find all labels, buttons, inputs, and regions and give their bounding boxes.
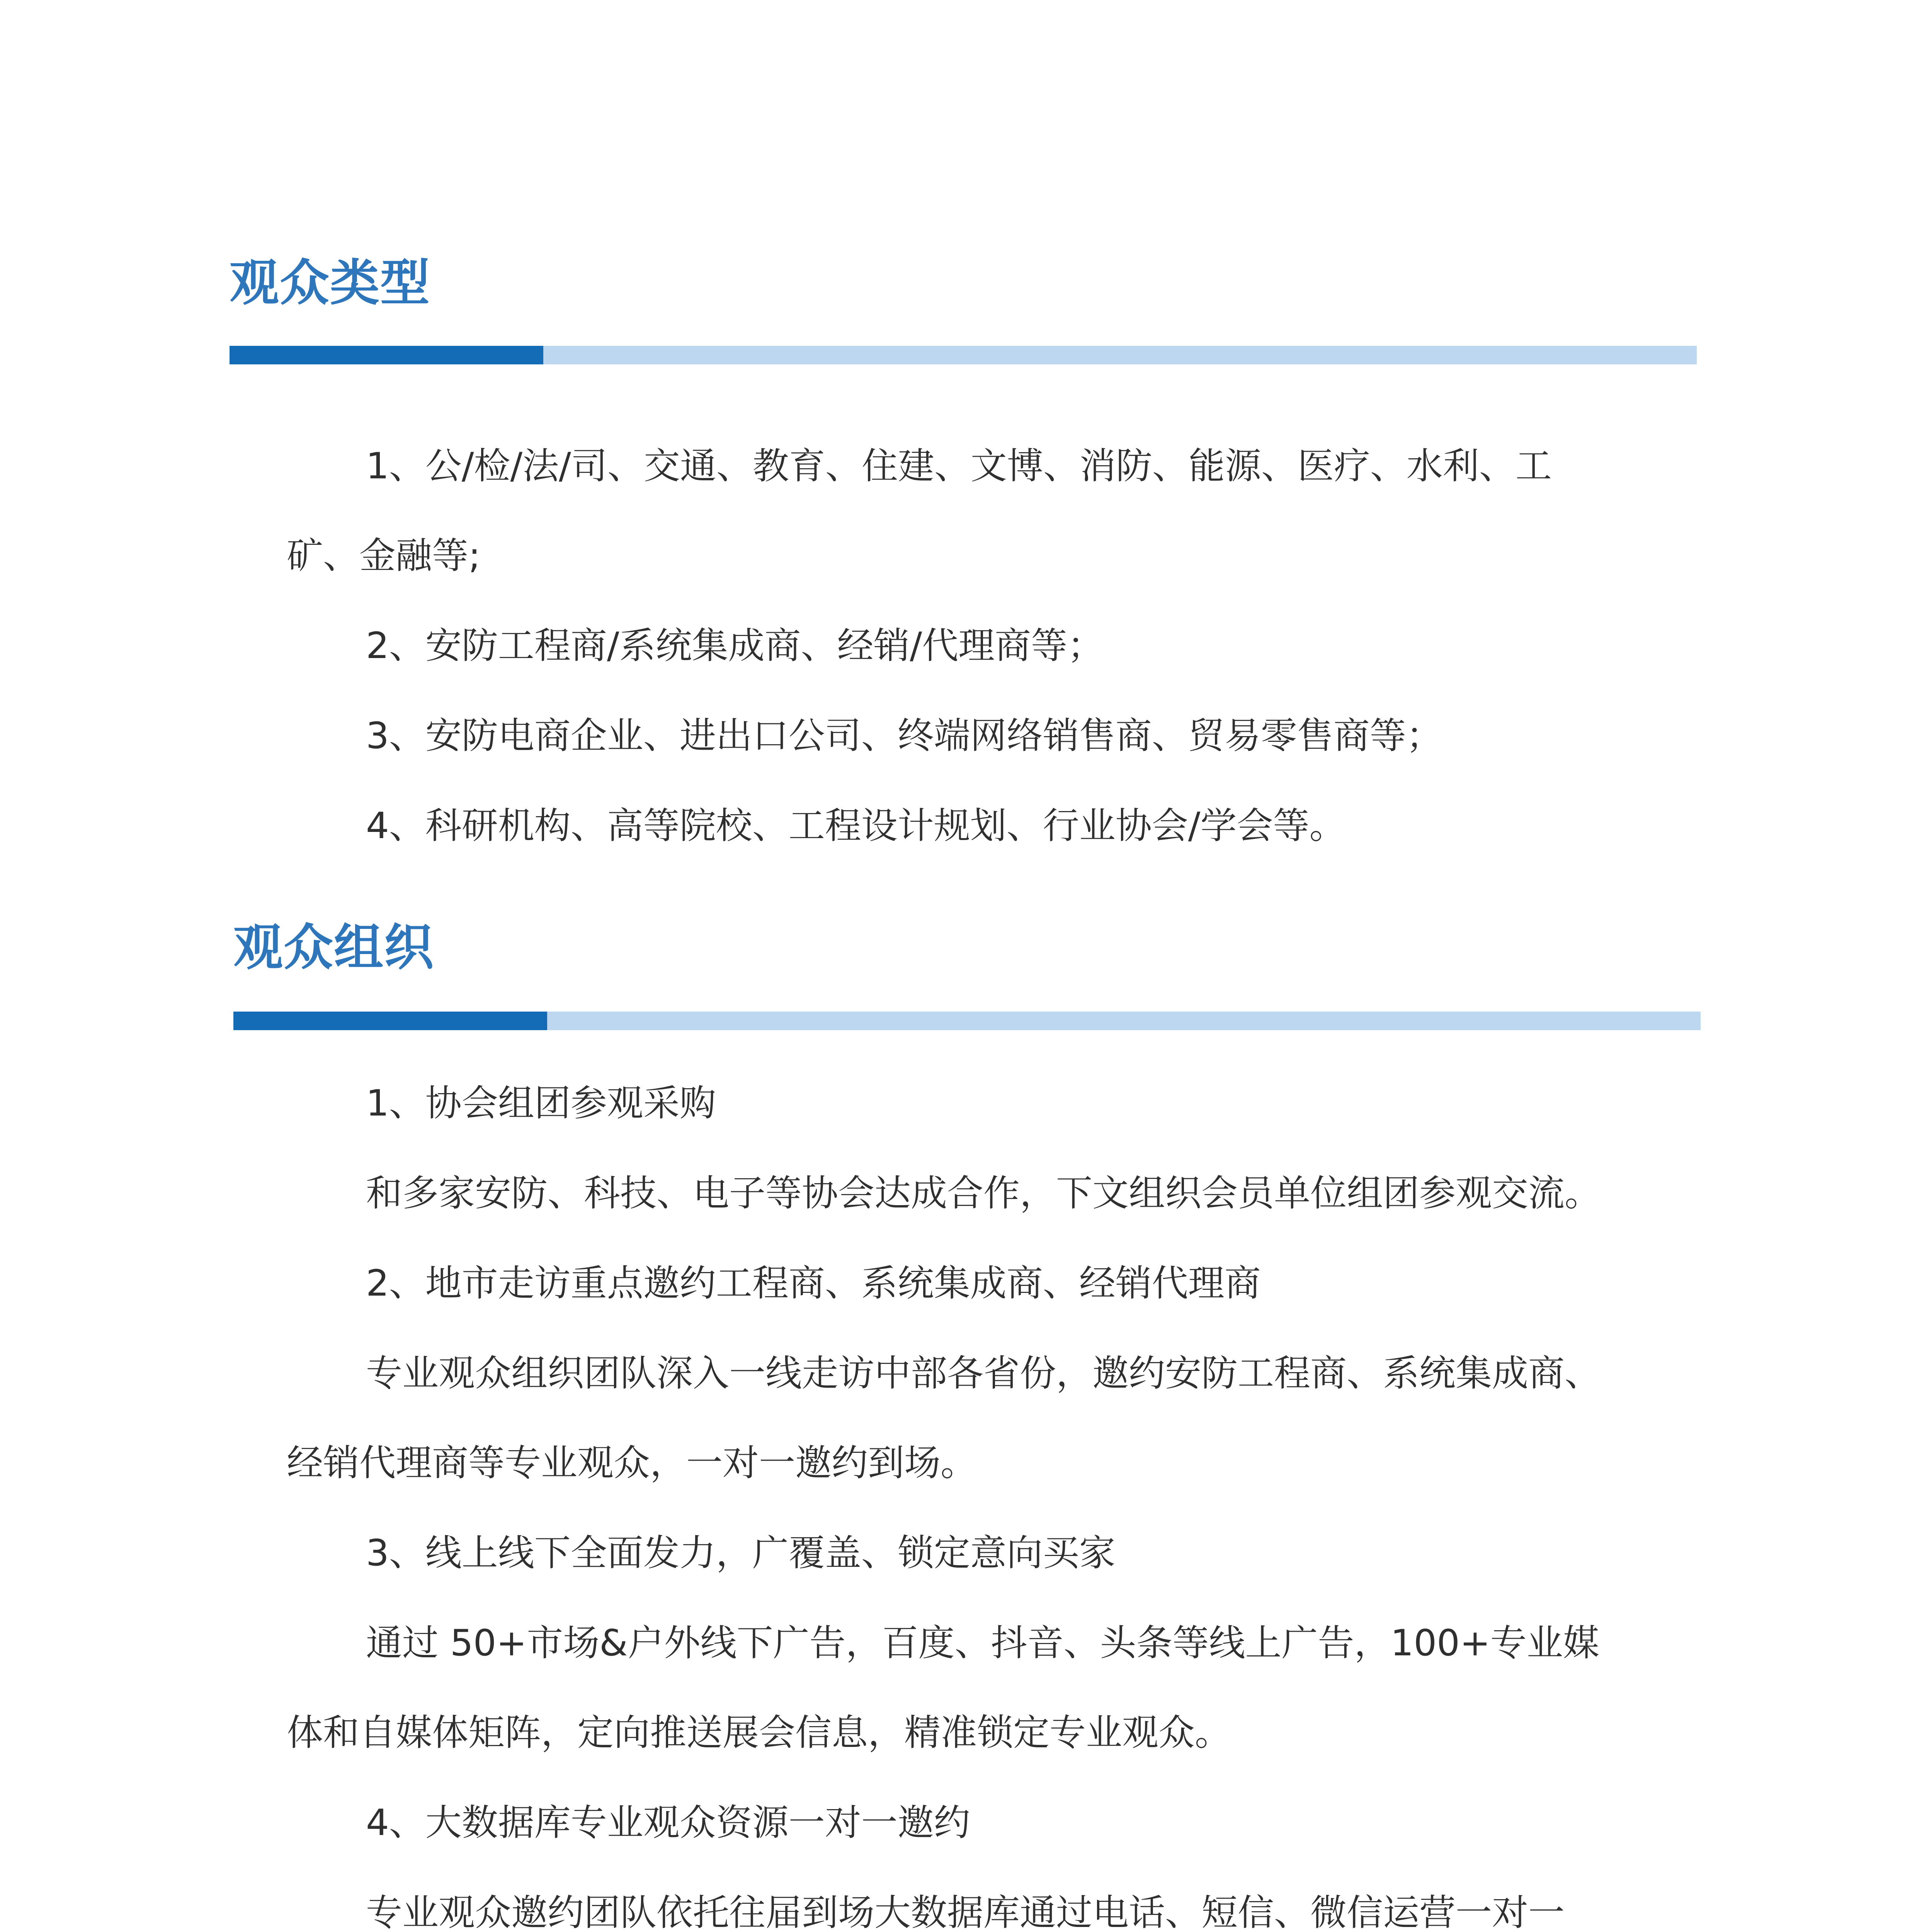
paragraph: 1、协会组团参观采购 <box>366 1082 716 1124</box>
paragraph: 专业观众邀约团队依托往届到场大数据库通过电话、短信、微信运营一对一 <box>366 1892 1565 1932</box>
paragraph: 1、公/检/法/司、交通、教育、住建、文博、消防、能源、医疗、水利、工 <box>366 445 1552 487</box>
paragraph: 通过 50+市场&户外线下广告，百度、抖音、头条等线上广告，100+专业媒 <box>366 1622 1599 1664</box>
title-divider-bar <box>233 1012 1701 1030</box>
paragraph: 专业观众组织团队深入一线走访中部各省份，邀约安防工程商、系统集成商、 <box>366 1352 1601 1395</box>
paragraph: 经销代理商等专业观众，一对一邀约到场。 <box>287 1442 977 1484</box>
title-divider-accent <box>230 346 543 364</box>
section-title-audience-organization: 观众组织 <box>233 919 435 976</box>
title-divider-bar <box>230 346 1697 364</box>
title-divider-accent <box>233 1012 547 1030</box>
paragraph: 2、地市走访重点邀约工程商、系统集成商、经销代理商 <box>366 1262 1261 1304</box>
paragraph: 3、安防电商企业、进出口公司、终端网络销售商、贸易零售商等； <box>366 715 1442 757</box>
paragraph: 和多家安防、科技、电子等协会达成合作，下文组织会员单位组团参观交流。 <box>366 1172 1601 1214</box>
paragraph: 3、线上线下全面发力，广覆盖、锁定意向买家 <box>366 1532 1116 1574</box>
paragraph: 矿、金融等; <box>287 535 481 577</box>
section-title-audience-types: 观众类型 <box>230 254 431 312</box>
paragraph: 4、大数据库专业观众资源一对一邀约 <box>366 1802 970 1844</box>
paragraph: 4、科研机构、高等院校、工程设计规划、行业协会/学会等。 <box>366 805 1346 847</box>
paragraph: 体和自媒体矩阵，定向推送展会信息，精准锁定专业观众。 <box>287 1712 1232 1754</box>
paragraph: 2、安防工程商/系统集成商、经销/代理商等； <box>366 625 1104 667</box>
